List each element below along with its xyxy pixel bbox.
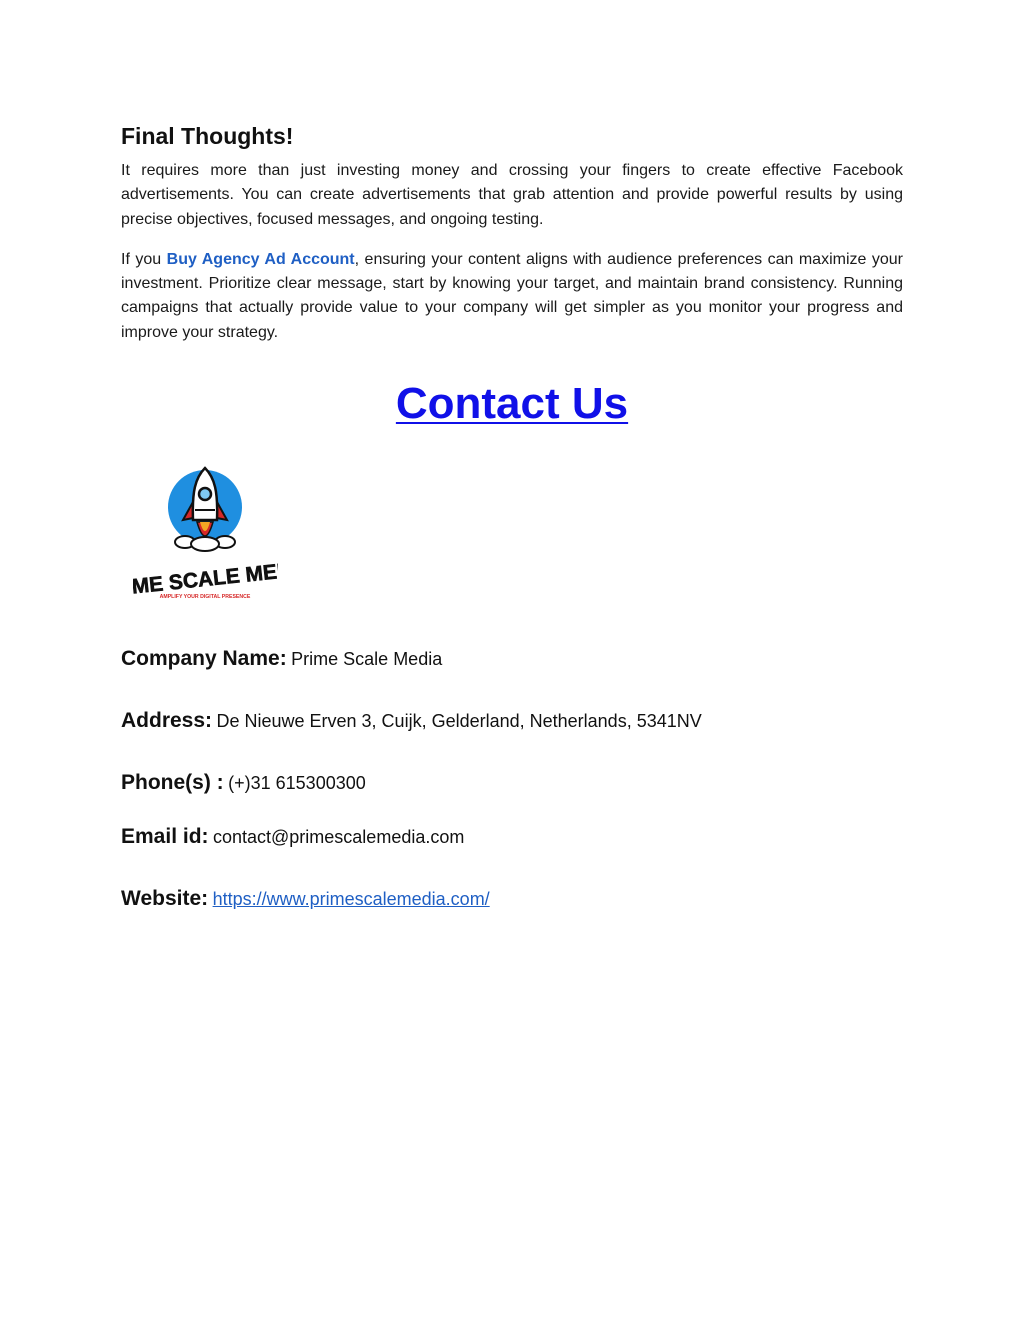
address-value: De Nieuwe Erven 3, Cuijk, Gelderland, Netherlands, 5341NV xyxy=(216,711,702,731)
company-name-value: Prime Scale Media xyxy=(291,649,443,669)
company-name-label: Company Name: xyxy=(121,647,287,670)
email-value: contact@primescalemedia.com xyxy=(212,827,465,847)
rocket-icon xyxy=(133,462,278,607)
paragraph-agency-lead: If you xyxy=(121,250,167,268)
email-row xyxy=(121,825,464,849)
phone-row xyxy=(121,771,366,795)
website-label: Website: xyxy=(121,887,209,910)
address-row xyxy=(121,709,702,733)
contact-us-heading xyxy=(121,373,903,435)
buy-agency-ad-account-link[interactable]: Buy Agency Ad Account xyxy=(166,250,355,268)
company-name-row xyxy=(121,647,442,671)
phone-label: Phone(s) : xyxy=(121,771,224,794)
address-label: Address: xyxy=(121,709,213,732)
paragraph-agency-body: , ensuring your content aligns with audience preferences can maximize your investment. Prioritize clear message, start by knowing your target, and maintain brand consistency. Running campaigns that actually provide value to your company will get simpler as you monitor your progress and improve your strategy. xyxy=(121,250,904,341)
section-title: Final Thoughts! xyxy=(121,123,294,149)
email-label: Email id: xyxy=(121,825,209,848)
prime-scale-media-logo xyxy=(133,462,278,607)
contact-us-link[interactable]: Contact Us xyxy=(395,379,629,429)
paragraph-intro: It requires more than just investing money and crossing your fingers to create effective Facebook advertisements. You can create advertisements that grab attention and provide powerful results by using precise objectives, focused messages, and ongoing testing. xyxy=(121,162,903,228)
logo-brand-text: PRIME SCALE MEDIA xyxy=(133,556,278,603)
website-row xyxy=(121,887,490,911)
final-thoughts-section xyxy=(121,119,903,435)
website-link[interactable]: https://www.primescalemedia.com/ xyxy=(212,889,490,909)
logo-tagline: AMPLIFY YOUR DIGITAL PRESENCE xyxy=(159,594,251,600)
phone-value: (+)31 615300300 xyxy=(228,773,366,793)
paragraph-agency xyxy=(121,248,903,345)
